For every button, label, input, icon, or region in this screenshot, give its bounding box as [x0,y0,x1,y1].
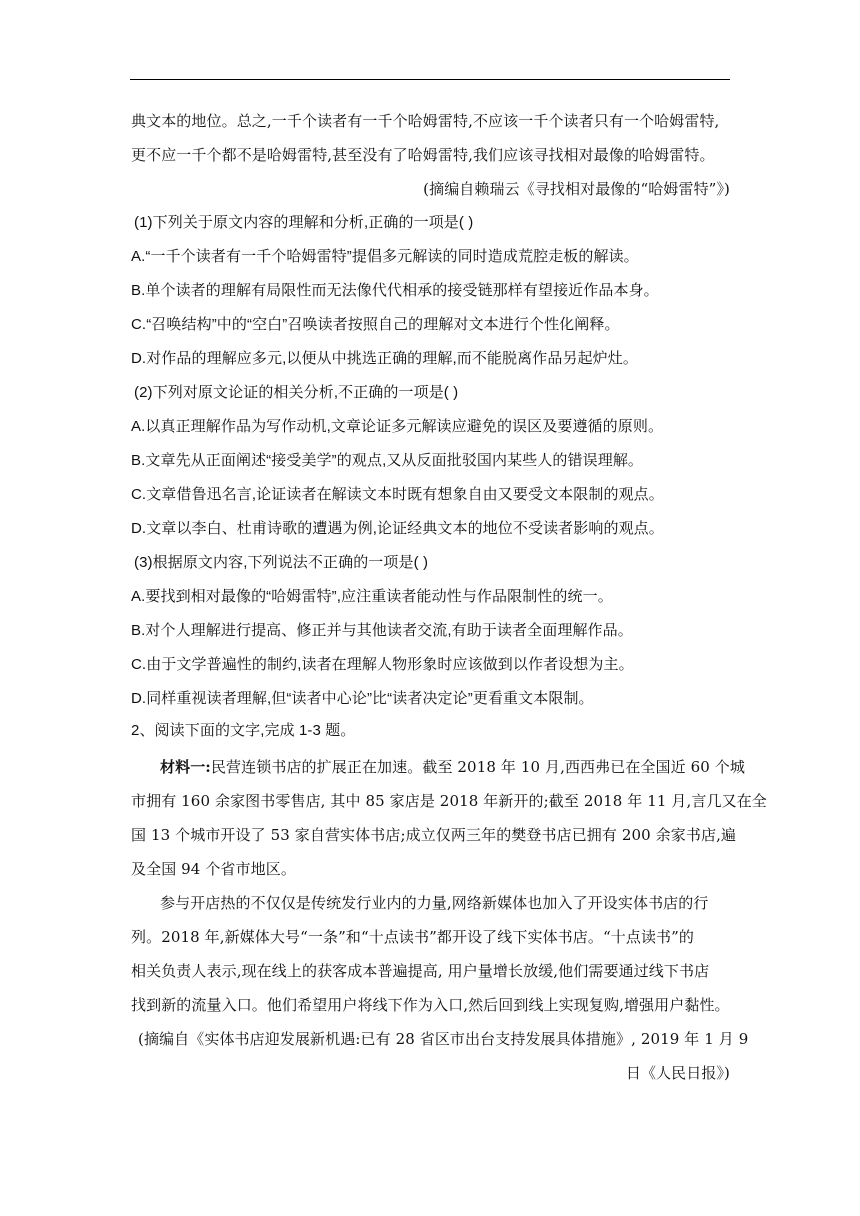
passage-line-1: 典文本的地位。总之,一千个读者有一千个哈姆雷特,不应该一千个读者只有一个哈姆雷特, [131,112,720,130]
section-2-heading: 2、阅读下面的文字,完成 1-3 题。 [131,722,356,739]
question-1-stem: (1)下列关于原文内容的理解和分析,正确的一项是( ) [134,214,474,231]
passage-line-2: 更不应一千个都不是哈姆雷特,甚至没有了哈姆雷特,我们应该寻找相对最像的哈姆雷特。 [131,146,715,164]
material-1-source-line-1: (摘编自《实体书店迎发展新机遇:已有 28 省区市出台支持发展具体措施》, 2019 年 1 月 9 [138,1030,749,1048]
question-3-option-c: C.由于文学普遍性的制约,读者在理解人物形象时应该做到以作者设想为主。 [131,656,634,673]
question-1-option-a: A.“一千个读者有一千个哈姆雷特”提倡多元解读的同时造成荒腔走板的解读。 [131,248,639,265]
passage-source: (摘编自赖瑞云《寻找相对最像的“哈姆雷特”》) [423,180,730,198]
material-1-source-line-2: 日《人民日报》) [625,1064,730,1082]
material-1-line-3: 国 13 个城市开设了 53 家自营实体书店;成立仅两三年的樊登书店已拥有 200 余家书店,遍 [131,826,737,844]
material-1-line-1 [160,757,745,777]
question-2-option-b: B.文章先从正面阐述“接受美学”的观点,又从反面批驳国内某些人的错误理解。 [131,452,644,469]
header-rule [130,79,730,80]
paragraph-2-line-3: 相关负责人表示,现在线上的获客成本普遍提高, 用户量增长放缓,他们需要通过线下书店 [131,962,710,980]
material-1-line-1-text: 民营连锁书店的扩展正在加速。截至 2018 年 10 月,西西弗已在全国近 60 个城 [210,758,745,776]
question-3-option-d: D.同样重视读者理解,但“读者中心论”比“读者决定论”更看重文本限制。 [131,690,594,707]
question-3-option-a: A.要找到相对最像的“哈姆雷特”,应注重读者能动性与作品限制性的统一。 [131,588,613,605]
material-1-line-2: 市拥有 160 余家图书零售店, 其中 85 家店是 2018 年新开的;截至 2018 年 11 月,言几又在全 [131,792,767,810]
question-1-option-d: D.对作品的理解应多元,以便从中挑选正确的理解,而不能脱离作品另起炉灶。 [131,350,638,367]
question-1-option-c: C.“召唤结构”中的“空白”召唤读者按照自己的理解对文本进行个性化阐释。 [131,316,620,333]
material-1-label: 材料一: [160,758,211,776]
question-1-option-b: B.单个读者的理解有局限性而无法像代代相承的接受链那样有望接近作品本身。 [131,282,659,299]
paragraph-2-line-1: 参与开店热的不仅仅是传统发行业内的力量,网络新媒体也加入了开设实体书店的行 [160,894,709,912]
material-1-line-4: 及全国 94 个省市地区。 [131,860,296,878]
question-2-option-a: A.以真正理解作品为写作动机,文章论证多元解读应避免的误区及要遵循的原则。 [131,418,664,435]
question-2-option-c: C.文章借鲁迅名言,论证读者在解读文本时既有想象自由又要受文本限制的观点。 [131,486,664,503]
paragraph-2-line-4: 找到新的流量入口。他们希望用户将线下作为入口,然后回到线上实现复购,增强用户黏性。 [131,996,730,1014]
paragraph-2-line-2: 列。2018 年,新媒体大号“一条”和“十点读书”都开设了线下实体书店。“十点读书”的 [131,928,695,946]
question-3-stem: (3)根据原文内容,下列说法不正确的一项是( ) [134,554,429,571]
question-2-stem: (2)下列对原文论证的相关分析,不正确的一项是( ) [134,384,459,401]
question-2-option-d: D.文章以李白、杜甫诗歌的遭遇为例,论证经典文本的地位不受读者影响的观点。 [131,520,664,537]
question-3-option-b: B.对个人理解进行提高、修正并与其他读者交流,有助于读者全面理解作品。 [131,622,633,639]
